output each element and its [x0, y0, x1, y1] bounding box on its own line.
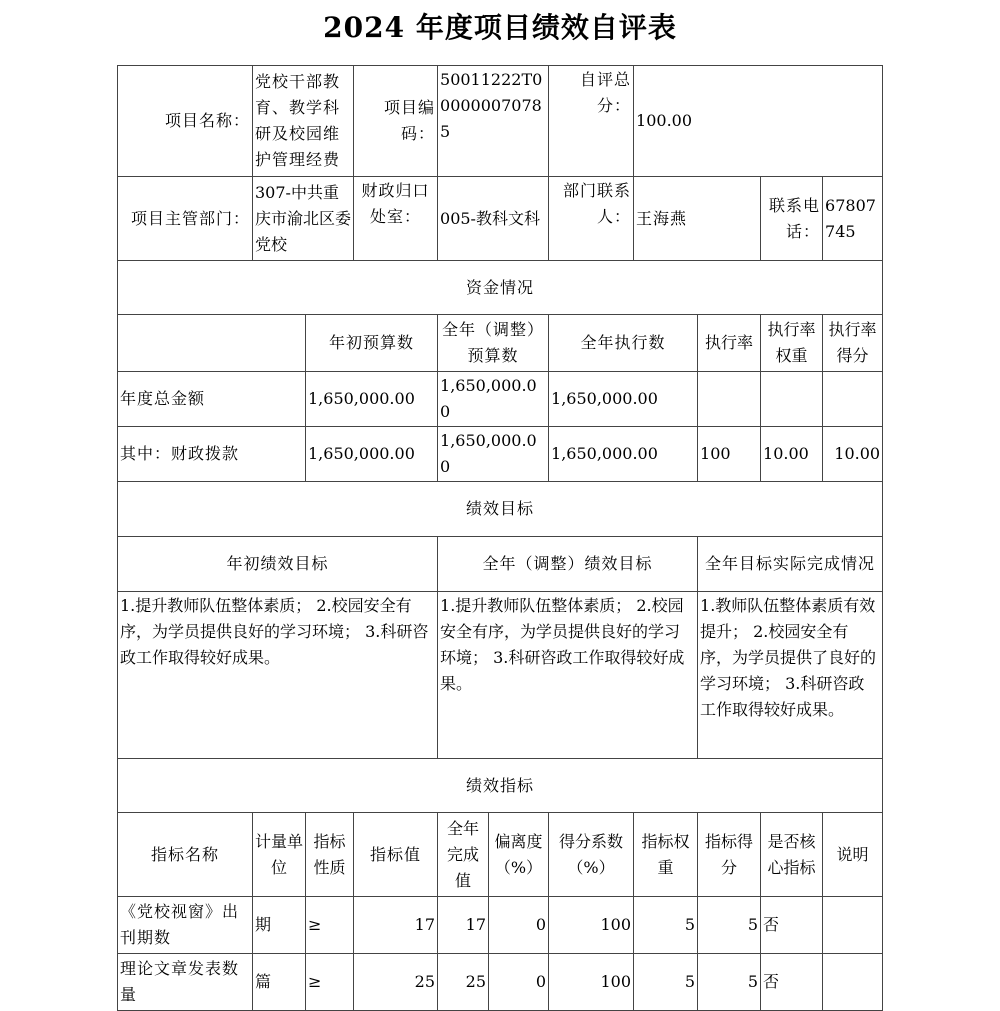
self-score-label: 自评总分： — [549, 66, 634, 177]
ind-header-score: 指标得分 — [698, 813, 761, 897]
ind-deviation: 0 — [489, 897, 549, 954]
funds-header-row — [118, 315, 883, 372]
project-row-2 — [118, 177, 883, 261]
ind-name: 理论文章发表数量 — [118, 954, 253, 1011]
project-row-1 — [118, 66, 883, 177]
ind-nature: ≥ — [306, 897, 354, 954]
goals-header-initial: 年初绩效目标 — [118, 537, 438, 592]
goals-header-row — [118, 537, 883, 592]
funds-header-blank — [118, 315, 306, 372]
funds-header-initial: 年初预算数 — [306, 315, 438, 372]
funds-row-weight — [761, 372, 823, 427]
self-score-value: 100.00 — [634, 66, 883, 177]
ind-score: 5 — [698, 897, 761, 954]
ind-header-core: 是否核心指标 — [761, 813, 823, 897]
ind-actual: 17 — [438, 897, 489, 954]
funds-row-score: 10.00 — [823, 427, 883, 482]
ind-weight: 5 — [634, 954, 698, 1011]
ind-header-actual: 全年完成值 — [438, 813, 489, 897]
contact-label: 部门联系人： — [549, 177, 634, 261]
performance-table — [117, 65, 883, 1011]
funds-row-initial: 1,650,000.00 — [306, 372, 438, 427]
ind-header-name: 指标名称 — [118, 813, 253, 897]
ind-header-unit: 计量单位 — [253, 813, 306, 897]
ind-name: 《党校视窗》出刊期数 — [118, 897, 253, 954]
phone-label: 联系电话： — [761, 177, 823, 261]
ind-nature: ≥ — [306, 954, 354, 1011]
contact-value: 王海燕 — [634, 177, 761, 261]
indicator-row — [118, 897, 883, 954]
ind-header-note: 说明 — [823, 813, 883, 897]
funds-header-executed: 全年执行数 — [549, 315, 698, 372]
ind-target: 25 — [354, 954, 438, 1011]
funds-header-rate: 执行率 — [698, 315, 761, 372]
funds-row-label: 年度总金额 — [118, 372, 306, 427]
ind-unit: 期 — [253, 897, 306, 954]
project-code-value: 50011222T000000070785 — [438, 66, 549, 177]
funds-header-adjusted: 全年（调整）预算数 — [438, 315, 549, 372]
ind-deviation: 0 — [489, 954, 549, 1011]
goals-initial-text: 1.提升教师队伍整体素质； 2.校园安全有序，为学员提供良好的学习环境； 3.科研咨政工作取得较好成果。 — [118, 592, 438, 759]
ind-header-target: 指标值 — [354, 813, 438, 897]
ind-unit: 篇 — [253, 954, 306, 1011]
funds-row-executed: 1,650,000.00 — [549, 372, 698, 427]
funds-row-adjusted: 1,650,000.00 — [438, 427, 549, 482]
funds-row — [118, 427, 883, 482]
indicators-section-row — [118, 759, 883, 813]
goals-actual-text: 1.教师队伍整体素质有效提升； 2.校园安全有序，为学员提供了良好的学习环境； 3.科研咨政工作取得较好成果。 — [698, 592, 883, 759]
goals-header-adjusted: 全年（调整）绩效目标 — [438, 537, 698, 592]
project-name-value: 党校干部教育、教学科研及校园维护管理经费 — [253, 66, 354, 177]
ind-core: 否 — [761, 954, 823, 1011]
project-name-label: 项目名称： — [118, 66, 253, 177]
funds-row-executed: 1,650,000.00 — [549, 427, 698, 482]
ind-header-nature: 指标性质 — [306, 813, 354, 897]
funds-row-initial: 1,650,000.00 — [306, 427, 438, 482]
ind-coef: 100 — [549, 954, 634, 1011]
funds-section-row — [118, 261, 883, 315]
funds-row-weight: 10.00 — [761, 427, 823, 482]
funds-row-score — [823, 372, 883, 427]
indicators-header-row — [118, 813, 883, 897]
ind-header-weight: 指标权重 — [634, 813, 698, 897]
ind-weight: 5 — [634, 897, 698, 954]
ind-score: 5 — [698, 954, 761, 1011]
funds-header-score: 执行率得分 — [823, 315, 883, 372]
ind-note — [823, 897, 883, 954]
finance-office-value: 005-教科文科 — [438, 177, 549, 261]
funds-header-weight: 执行率权重 — [761, 315, 823, 372]
finance-office-label: 财政归口处室： — [354, 177, 438, 261]
funds-row-rate: 100 — [698, 427, 761, 482]
ind-actual: 25 — [438, 954, 489, 1011]
ind-note — [823, 954, 883, 1011]
ind-coef: 100 — [549, 897, 634, 954]
goals-section-row — [118, 482, 883, 537]
funds-row-label: 其中：财政拨款 — [118, 427, 306, 482]
dept-value: 307-中共重庆市渝北区委党校 — [253, 177, 354, 261]
funds-row — [118, 372, 883, 427]
ind-core: 否 — [761, 897, 823, 954]
funds-section-title: 资金情况 — [118, 261, 883, 315]
phone-value: 67807745 — [823, 177, 883, 261]
goals-adjusted-text: 1.提升教师队伍整体素质； 2.校园安全有序，为学员提供良好的学习环境； 3.科研咨政工作取得较好成果。 — [438, 592, 698, 759]
page-title: 2024 年度项目绩效自评表 — [323, 11, 677, 44]
indicators-section-title: 绩效指标 — [118, 759, 883, 813]
ind-target: 17 — [354, 897, 438, 954]
ind-header-deviation: 偏离度（%） — [489, 813, 549, 897]
project-code-label: 项目编码： — [354, 66, 438, 177]
funds-row-adjusted: 1,650,000.00 — [438, 372, 549, 427]
dept-label: 项目主管部门： — [118, 177, 253, 261]
indicator-row — [118, 954, 883, 1011]
goals-section-title: 绩效目标 — [118, 482, 883, 537]
goals-header-actual: 全年目标实际完成情况 — [698, 537, 883, 592]
goals-content-row — [118, 592, 883, 759]
ind-header-coef: 得分系数（%） — [549, 813, 634, 897]
funds-row-rate — [698, 372, 761, 427]
